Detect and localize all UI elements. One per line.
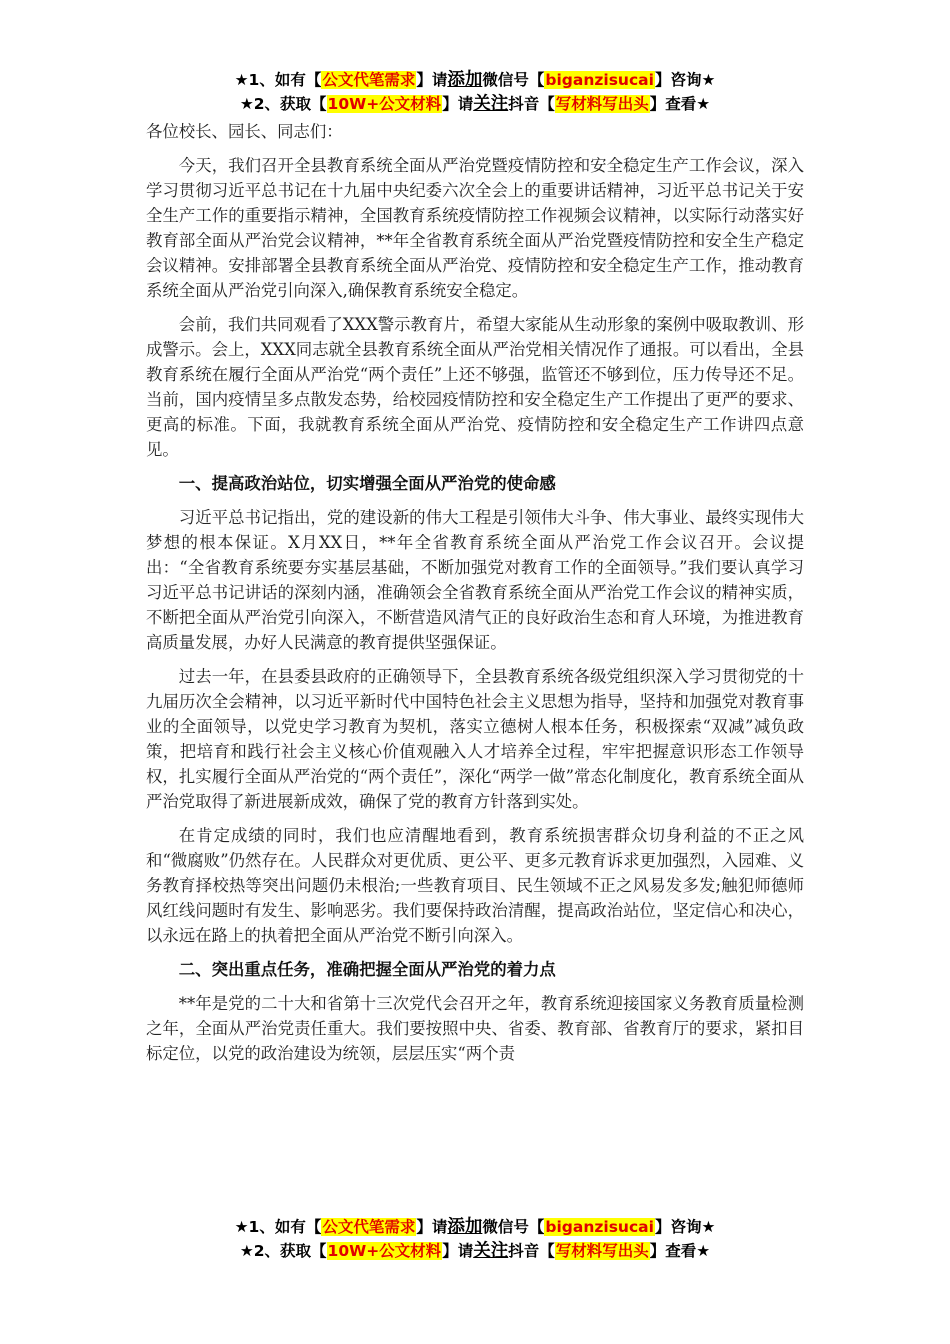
document-body: [146, 119, 804, 1075]
banner-text: 抖音【: [508, 1242, 555, 1260]
banner-text: 微信号【: [482, 71, 545, 89]
banner-highlight: 10W+公文材料: [327, 1242, 442, 1260]
banner-highlight: biganzisucai: [545, 71, 654, 89]
banner-text: 】请: [442, 1242, 474, 1260]
banner-emphasis: 关注: [473, 1241, 509, 1261]
banner-text: 抖音【: [508, 95, 555, 113]
banner-emphasis: 添加: [447, 70, 483, 90]
paragraph: **年是党的二十大和省第十三次党代会召开之年，教育系统迎接国家义务教育质量检测之年，全面从严治党责任重大。我们要按照中央、省委、教育部、省教育厅的要求，紧扣目标定位，以党的政治建设为统领，层层压实“两个责: [146, 994, 804, 1063]
paragraph: 在肯定成绩的同时，我们也应清醒地看到，教育系统损害群众切身利益的不正之风和“微腐败”仍然存在。人民群众对更优质、更公平、更多元教育诉求更加强烈，入园难、义务教育择校热等突出问题仍未根治;一些教育项目、民生领域不正之风易发多发;触犯师德师风红线问题时有发生、影响恶劣。我们要保持政治清醒，提高政治站位，坚定信心和决心，以永远在路上的执着把全面从严治党不断引向深入。: [146, 826, 804, 945]
banner-highlight: biganzisucai: [545, 1218, 654, 1236]
banner-emphasis: 关注: [473, 94, 509, 114]
banner-text: 微信号【: [482, 1218, 545, 1236]
banner-text: 】咨询★: [654, 1218, 716, 1236]
banner-line-2: [0, 1239, 950, 1263]
banner-highlight: 10W+公文材料: [327, 95, 442, 113]
banner-text: 】请: [442, 95, 474, 113]
banner-highlight: 公文代笔需求: [322, 71, 416, 89]
section-heading: 一、提高政治站位，切实增强全面从严治党的使命感: [178, 474, 556, 493]
banner-text: 】请: [416, 1218, 448, 1236]
banner-text: 】查看★: [649, 1242, 711, 1260]
banner-text: 】请: [416, 71, 448, 89]
banner-highlight: 写材料写出头: [555, 1242, 649, 1260]
banner-highlight: 写材料写出头: [555, 95, 649, 113]
banner-text: ★1、如有【: [234, 71, 322, 89]
banner-text: ★1、如有【: [234, 1218, 322, 1236]
banner-line-1: [0, 68, 950, 92]
paragraph: 习近平总书记指出，党的建设新的伟大工程是引领伟大斗争、伟大事业、最终实现伟大梦想的根本保证。X月XX日，**年全省教育系统全面从严治党工作会议召开。会议提出：“全省教育系统要夯实基层基础，不断加强党对教育工作的全面领导。”我们要认真学习习近平总书记讲话的深刻内涵，准确领会全省教育系统全面从严治党工作会议的精神实质，不断把全面从严治党引向深入，不断营造风清气正的良好政治生态和育人环境，为推进教育高质量发展，办好人民满意的教育提供坚强保证。: [146, 508, 804, 652]
paragraph: 会前，我们共同观看了XXX警示教育片，希望大家能从生动形象的案例中吸取教训、形成警示。会上，XXX同志就全县教育系统全面从严治党相关情况作了通报。可以看出，全县教育系统在履行全面从严治党“两个责任”上还不够强，监管还不够到位，压力传导还不足。当前，国内疫情呈多点散发态势，给校园疫情防控和安全稳定生产工作提出了更严的要求、更高的标准。下面，我就教育系统全面从严治党、疫情防控和安全稳定生产工作讲四点意见。: [146, 315, 804, 459]
banner-text: ★2、获取【: [239, 95, 327, 113]
banner-text: ★2、获取【: [239, 1242, 327, 1260]
section-heading: 二、突出重点任务，准确把握全面从严治党的着力点: [178, 960, 556, 979]
footer-banner: [0, 1215, 950, 1263]
banner-line-2: [0, 92, 950, 116]
paragraph: 今天，我们召开全县教育系统全面从严治党暨疫情防控和安全稳定生产工作会议，深入学习贯彻习近平总书记在十九届中央纪委六次全会上的重要讲话精神，习近平总书记关于安全生产工作的重要指示精神，全国教育系统疫情防控工作视频会议精神，以实际行动落实好教育部全面从严治党会议精神，**年全省教育系统全面从严治党暨疫情防控和安全生产稳定会议精神。安排部署全县教育系统全面从严治党、疫情防控和安全稳定生产工作，推动教育系统全面从严治党引向深入,确保教育系统安全稳定。: [146, 156, 804, 300]
banner-highlight: 公文代笔需求: [322, 1218, 416, 1236]
greeting: 各位校长、园长、同志们：: [146, 122, 343, 141]
header-banner: [0, 68, 950, 116]
banner-emphasis: 添加: [447, 1217, 483, 1237]
banner-text: 】查看★: [649, 95, 711, 113]
banner-line-1: [0, 1215, 950, 1239]
banner-text: 】咨询★: [654, 71, 716, 89]
paragraph: 过去一年，在县委县政府的正确领导下，全县教育系统各级党组织深入学习贯彻党的十九届历次全会精神，以习近平新时代中国特色社会主义思想为指导，坚持和加强党对教育事业的全面领导，以党史学习教育为契机，落实立德树人根本任务，积极探索“双减”减负政策，把培育和践行社会主义核心价值观融入人才培养全过程，牢牢把握意识形态工作领导权，扎实履行全面从严治党的“两个责任”，深化“两学一做”常态化制度化，教育系统全面从严治党取得了新进展新成效，确保了党的教育方针落到实处。: [146, 667, 804, 811]
